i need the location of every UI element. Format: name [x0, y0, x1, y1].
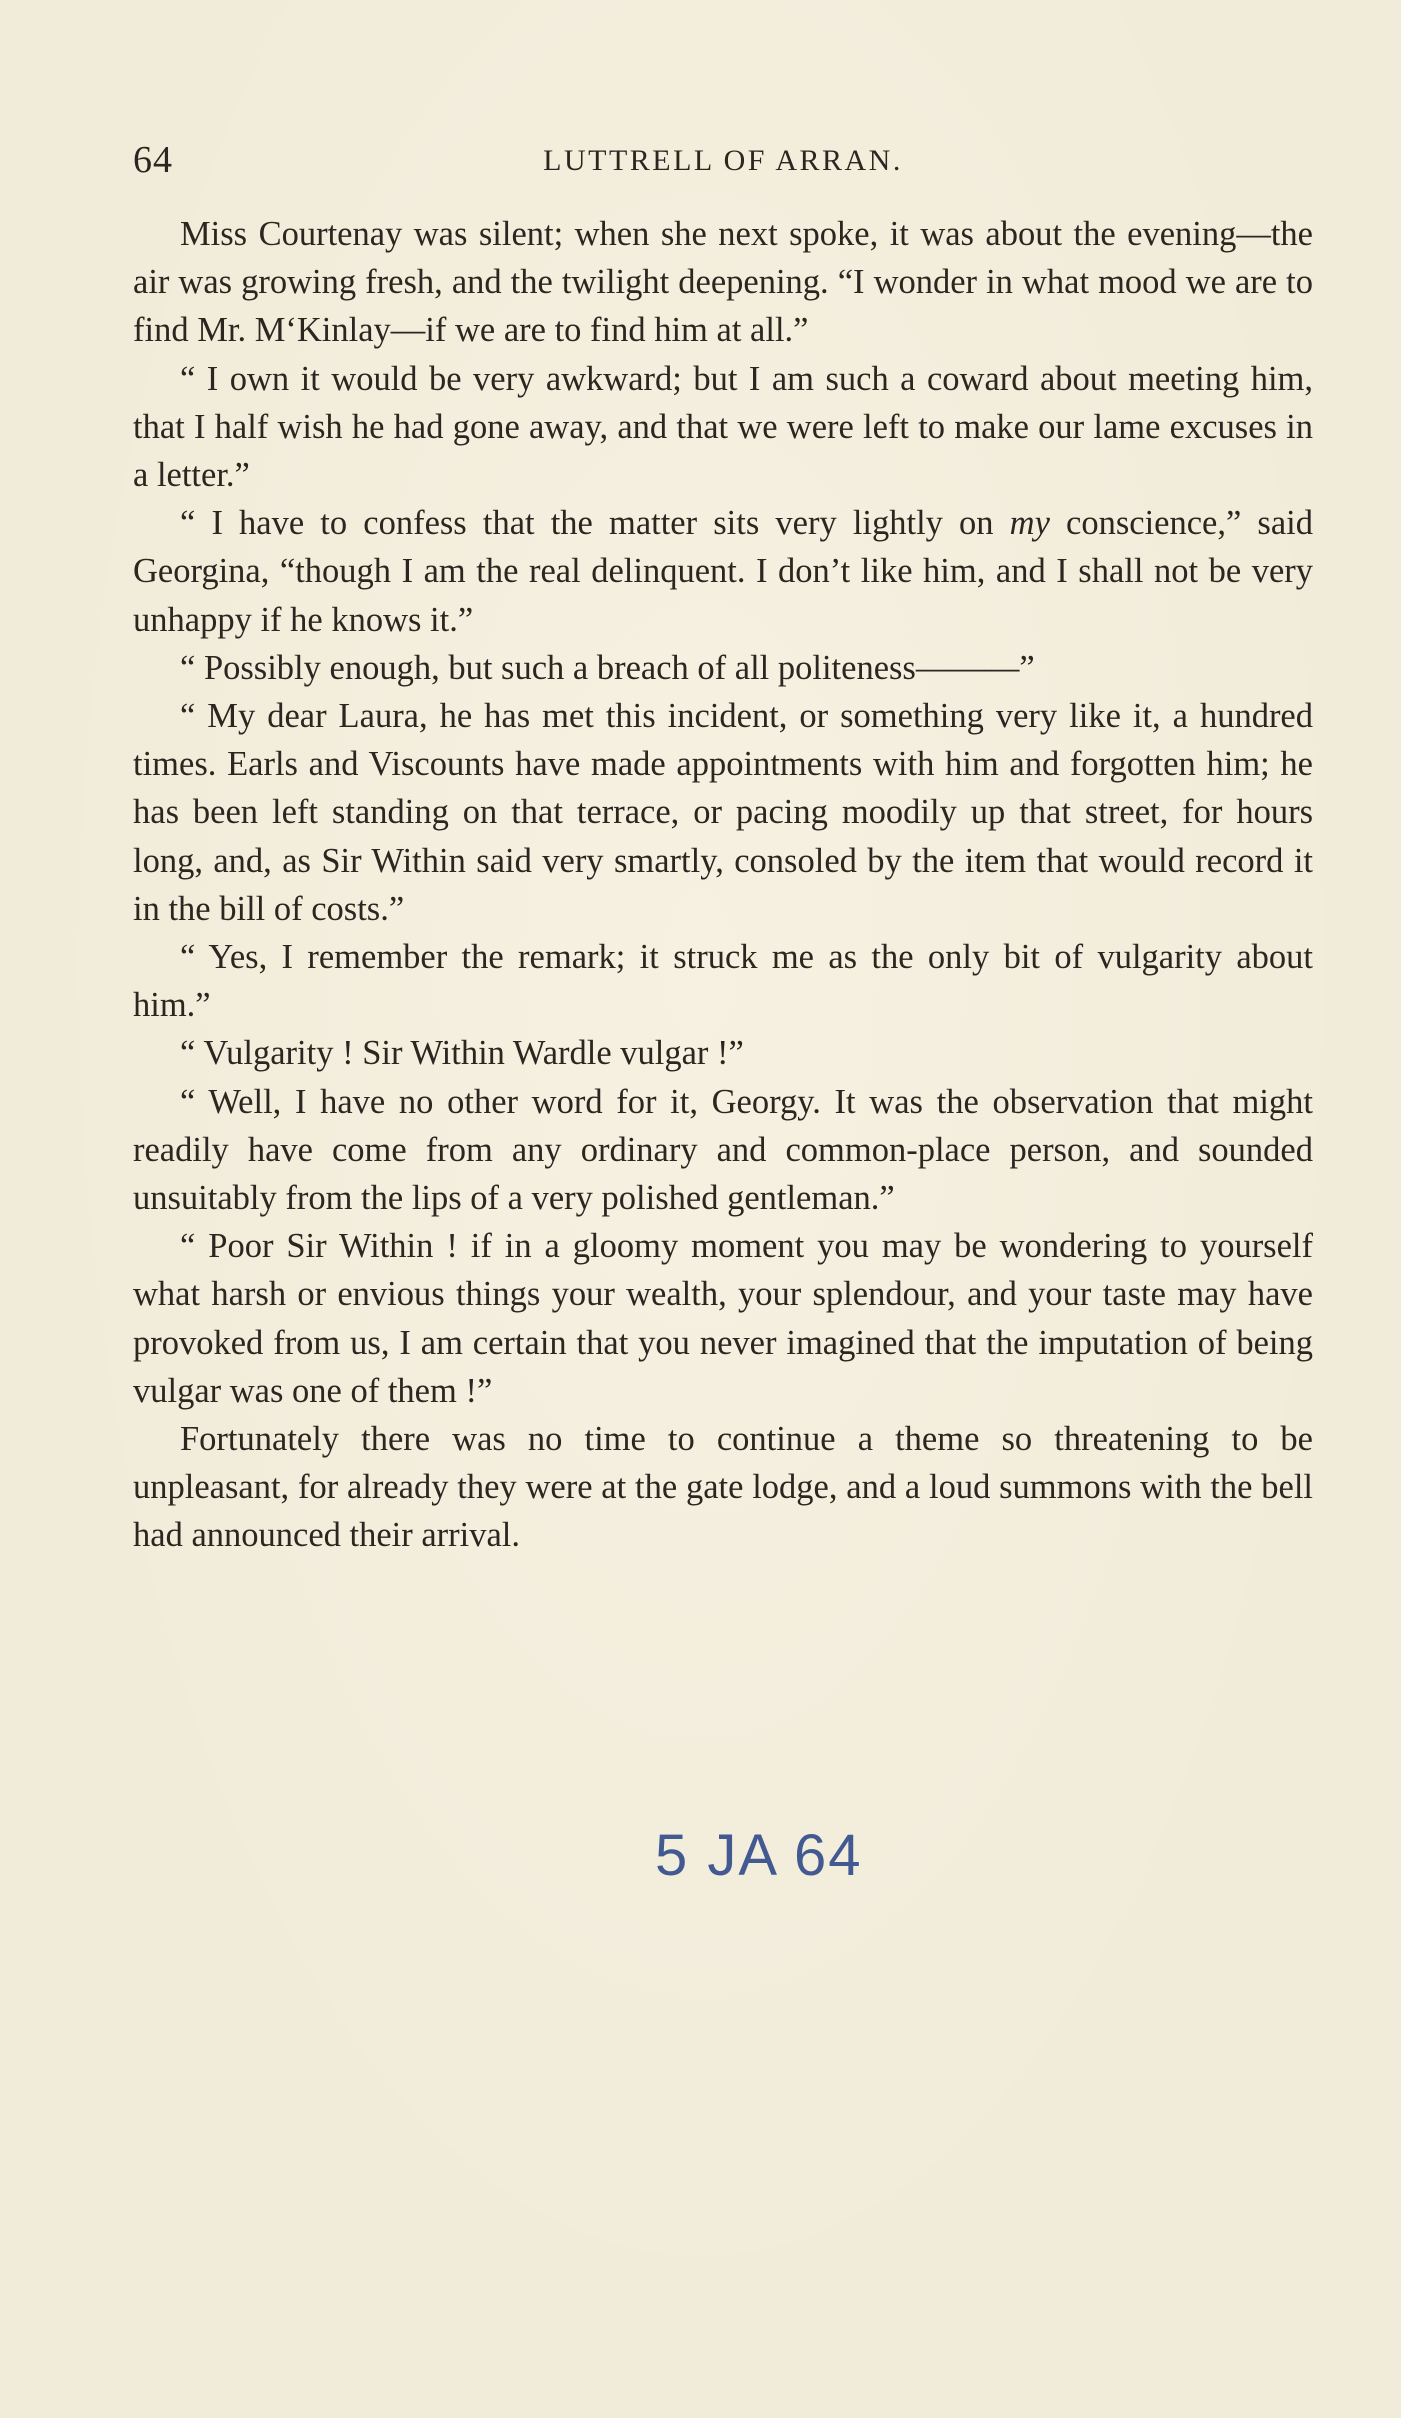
page-number: 64	[133, 139, 173, 181]
body-text	[133, 210, 1313, 1560]
running-title: LUTTRELL OF ARRAN.	[543, 144, 903, 177]
date-stamp: 5 JA 64	[655, 1823, 863, 1888]
paragraph: “ Yes, I remember the remark; it struck me as the only bit of vulgarity about him.”	[133, 938, 1313, 1025]
paragraph: “ Vulgarity ! Sir Within Wardle vulgar !”	[180, 1034, 744, 1073]
paragraph: “ Poor Sir Within ! if in a gloomy moment you may be wondering to yourself what harsh or envious things your wealth, your splendour, and your taste may have provoked from us, I am certain that you never imagined that the imputation of being vulgar was one of them !”	[133, 1227, 1313, 1410]
italic-emphasis: my	[1009, 504, 1050, 543]
paragraph: “ Well, I have no other word for it, Georgy. It was the observation that might readily have come from any ordinary and common-place person, and sounded unsuitably from the lips of a very polished gentleman.”	[133, 1082, 1313, 1218]
paragraph: “ Possibly enough, but such a breach of all politeness———”	[180, 648, 1035, 687]
page-header	[133, 138, 1313, 188]
paragraph: Fortunately there was no time to continue a theme so threatening to be unpleasant, for already they were at the gate lodge, and a loud summons with the bell had announced their arrival.	[133, 1420, 1313, 1555]
paragraph: “ I own it would be very awkward; but I am such a coward about meeting him, that I half wish he had gone away, and that we were left to make our lame excuses in a letter.”	[133, 359, 1313, 495]
paragraph	[133, 499, 1313, 644]
paragraph: Miss Courtenay was silent; when she next spoke, it was about the evening—the air was growing fresh, and the twilight deepening. “I wonder in what mood we are to find Mr. M‘Kinlay—if we are to find him at all.”	[133, 215, 1313, 350]
paragraph: “ My dear Laura, he has met this incident, or something very like it, a hundred times. Earls and Viscounts have made appointments with him and forgotten him; he has been left standing on that terrace, or pacing moodily up that street, for hours long, and, as Sir Within said very smartly, consoled by the item that would record it in the bill of costs.”	[133, 697, 1313, 928]
paragraph-text: conscience,” said Georgina, “though I am the real delinquent. I don’t like him, and I shall not be very unhappy if he knows it.”	[133, 504, 1313, 639]
paragraph-text: “ I have to confess that the matter sits very lightly on	[180, 504, 1010, 543]
